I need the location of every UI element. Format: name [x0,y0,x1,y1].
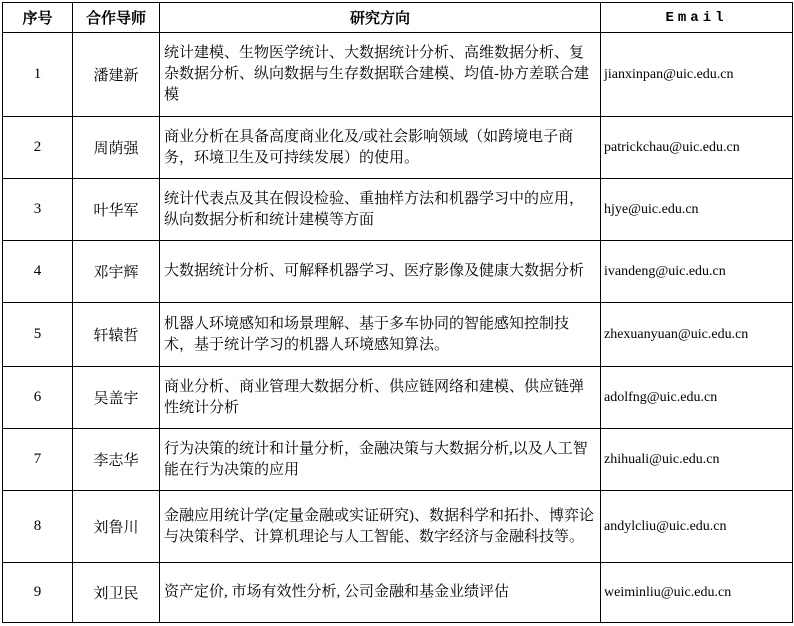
header-advisor: 合作导师 [73,3,160,33]
table-row [3,367,793,429]
table-row [3,117,793,179]
cell-advisor: 邓宇辉 [73,241,160,303]
table-row [3,179,793,241]
cell-no: 7 [3,429,73,491]
cell-research: 机器人环境感知和场景理解、基于多车协同的智能感知控制技术，基于统计学习的机器人环境感知算法。 [160,303,601,367]
cell-advisor: 李志华 [73,429,160,491]
cell-no: 6 [3,367,73,429]
cell-email: andylcliu@uic.edu.cn [601,491,793,563]
cell-email: patrickchau@uic.edu.cn [601,117,793,179]
cell-no: 8 [3,491,73,563]
advisors-table [2,2,793,623]
cell-email: hjye@uic.edu.cn [601,179,793,241]
cell-no: 9 [3,563,73,623]
cell-research: 大数据统计分析、可解释机器学习、医疗影像及健康大数据分析 [160,241,601,303]
cell-email: zhihuali@uic.edu.cn [601,429,793,491]
cell-advisor: 刘卫民 [73,563,160,623]
cell-research: 商业分析、商业管理大数据分析、供应链网络和建模、供应链弹性统计分析 [160,367,601,429]
table-row [3,303,793,367]
header-row [3,3,793,33]
cell-advisor: 吴盖宇 [73,367,160,429]
table-row [3,241,793,303]
cell-advisor: 周荫强 [73,117,160,179]
cell-research: 行为决策的统计和计量分析，金融决策与大数据分析,以及人工智能在行为决策的应用 [160,429,601,491]
cell-research: 统计代表点及其在假设检验、重抽样方法和机器学习中的应用，纵向数据分析和统计建模等方面 [160,179,601,241]
cell-advisor: 潘建新 [73,33,160,117]
cell-email: weiminliu@uic.edu.cn [601,563,793,623]
cell-advisor: 刘鲁川 [73,491,160,563]
cell-research: 金融应用统计学(定量金融或实证研究)、数据科学和拓扑、博弈论与决策科学、计算机理论与人工智能、数字经济与金融科技等。 [160,491,601,563]
header-research: 研究方向 [160,3,601,33]
cell-research: 商业分析在具备高度商业化及/或社会影响领域（如跨境电子商务，环境卫生及可持续发展）的使用。 [160,117,601,179]
cell-no: 5 [3,303,73,367]
cell-advisor: 轩辕哲 [73,303,160,367]
cell-email: jianxinpan@uic.edu.cn [601,33,793,117]
cell-email: zhexuanyuan@uic.edu.cn [601,303,793,367]
cell-email: ivandeng@uic.edu.cn [601,241,793,303]
cell-no: 4 [3,241,73,303]
header-email: Email [601,3,793,33]
cell-email: adolfng@uic.edu.cn [601,367,793,429]
header-no: 序号 [3,3,73,33]
cell-no: 3 [3,179,73,241]
cell-advisor: 叶华军 [73,179,160,241]
cell-no: 2 [3,117,73,179]
cell-no: 1 [3,33,73,117]
table-row [3,33,793,117]
table-row [3,563,793,623]
table-row [3,491,793,563]
cell-research: 统计建模、生物医学统计、大数据统计分析、高维数据分析、复杂数据分析、纵向数据与生存数据联合建模、均值-协方差联合建模 [160,33,601,117]
cell-research: 资产定价, 市场有效性分析, 公司金融和基金业绩评估 [160,563,601,623]
table-row [3,429,793,491]
